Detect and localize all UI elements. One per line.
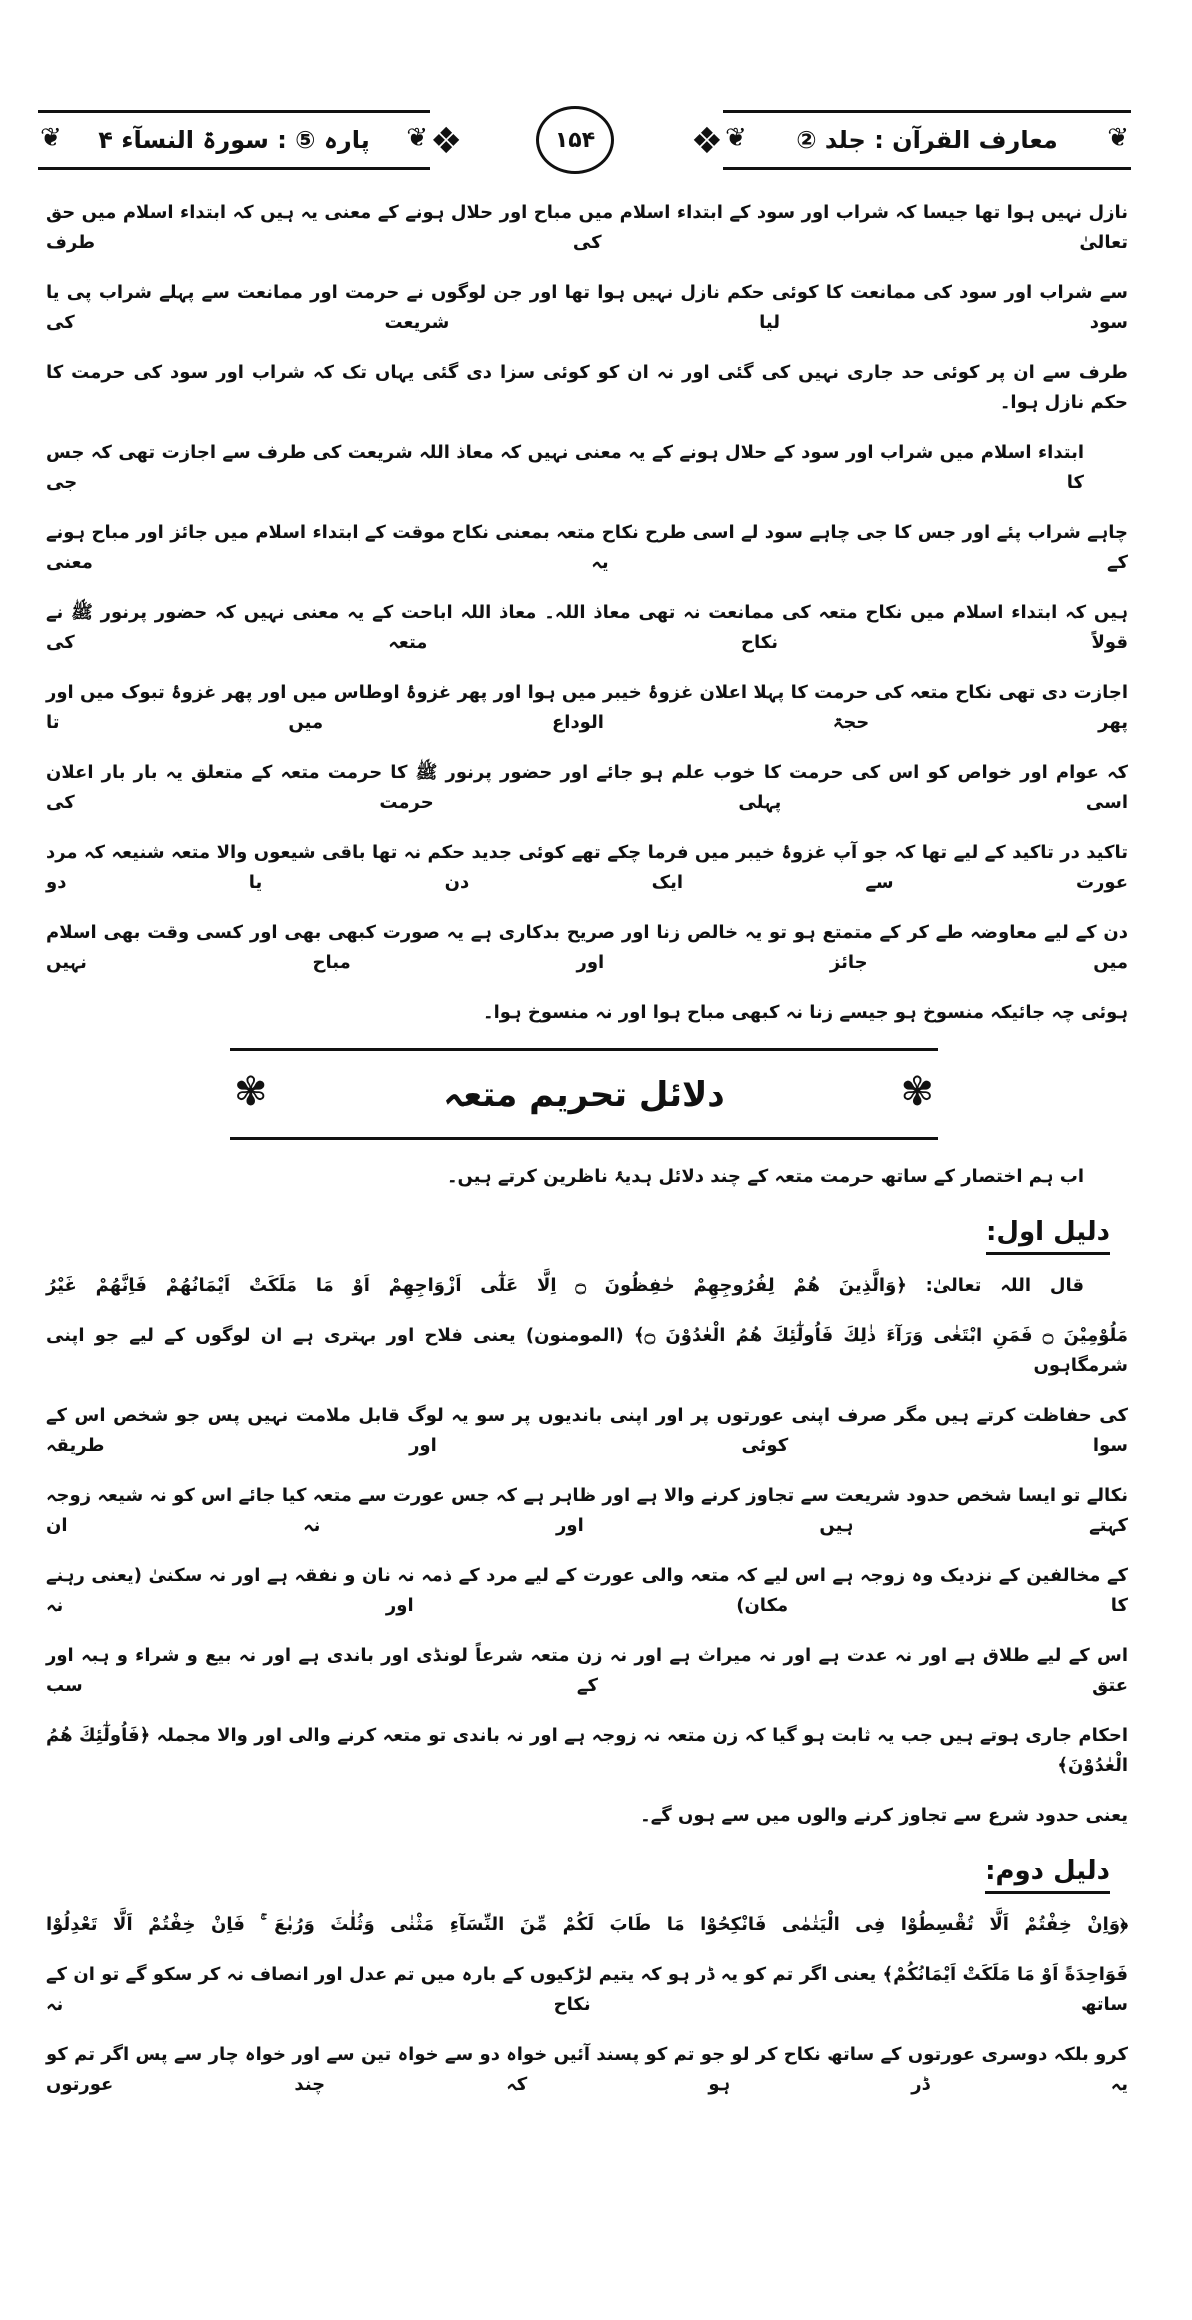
text-line: کہ عوام اور خواص کو اس کی حرمت کا خوب علم ہو جائے اور حضور پرنور ﷺ کا حرمت متعہ کے متعلق یہ بار بار اعلان اسی پہلی حرمت کی (46, 762, 1128, 813)
text-line: اجازت دی تھی نکاح متعہ کی حرمت کا پہلا اعلان غزوۂ خیبر میں ہوا اور پھر غزوۂ اوطاس میں اور پھر غزوۂ تبوک میں اور پھر حجۃ الوداع میں تا (46, 682, 1128, 733)
intro-line: اب ہم اختصار کے ساتھ حرمت متعہ کے چند دلائل ہدیۂ ناظرین کرتے ہیں۔ (446, 1166, 1084, 1187)
text-line: فَوَاحِدَةً اَوْ مَا مَلَكَتْ اَيْمَانُكُمْ﴾ یعنی اگر تم کو یہ ڈر ہو کہ یتیم لڑکیوں کے بارہ میں تم عدل اور انصاف نہ کر سکو گے تو ان کے ساتھ نکاح نہ (46, 1964, 1128, 2015)
proof-two-title: دلیل دوم: (985, 1851, 1110, 1894)
text-line: قال اللہ تعالیٰ: ﴿وَالَّذِينَ هُمْ لِفُرُوجِهِمْ حٰفِظُونَ ۝ اِلَّا عَلٰٓى اَزْوَاجِهِمْ اَوْ مَا مَلَكَتْ اَيْمَانُهُمْ فَاِنَّهُمْ غَيْرُ (46, 1275, 1084, 1296)
text-line: ﴿وَاِنْ خِفْتُمْ اَلَّا تُقْسِطُوْا فِى الْيَتٰمٰى فَانْكِحُوْا مَا طَابَ لَكُمْ مِّنَ النِّسَآءِ مَثْنٰى وَثُلٰثَ وَرُبٰعَ ۚ فَاِنْ خِفْتُمْ اَلَّا تَعْدِلُوْا (46, 1914, 1128, 1935)
text-line: کی حفاظت کرتے ہیں مگر صرف اپنی عورتوں پر اور اپنی باندیوں پر سو یہ لوگ قابل ملامت نہیں پس جو شخص اس کے سوا کوئی اور طریقہ (46, 1405, 1128, 1456)
text-line: دن کے لیے معاوضہ طے کر کے متمتع ہو تو یہ خالص زنا اور صریح بدکاری ہے یہ صورت کبھی بھی اور کسی وقت بھی اسلام میں جائز اور مباح نہیں (46, 922, 1128, 973)
text-line: کرو بلکہ دوسری عورتوں کے ساتھ نکاح کر لو جو تم کو پسند آئیں خواہ دو سے خواہ تین سے اور خواہ چار سے پس اگر تم کو یہ ڈر ہو کہ چند عورتوں (46, 2044, 1128, 2095)
para-surah-label: ❦ پارہ ⑤ : سورۃ النسآء ۴ ❦ (38, 110, 430, 170)
ornament-icon: ✾ (234, 1069, 268, 1115)
page-body (46, 198, 1128, 2100)
text-line: ابتداء اسلام میں شراب اور سود کے حلال ہونے کے یہ معنی نہیں کہ معاذ اللہ شریعت کی طرف سے اجازت تھی کہ جس کا جی (46, 442, 1084, 493)
section-heading-box (230, 1048, 938, 1140)
text-line: نکالے تو ایسا شخص حدود شریعت سے تجاوز کرنے والا ہے اور ظاہر ہے کہ جس عورت سے متعہ کیا جائے اس کو نہ شیعہ زوجہ کہتے ہیں اور نہ ان (46, 1485, 1128, 1536)
text-line: نازل نہیں ہوا تھا جیسا کہ شراب اور سود کے ابتداء اسلام میں مباح اور حلال ہونے کے معنی یہ ہیں کہ ابتداء اسلام میں حق تعالیٰ کی طرف (46, 202, 1128, 253)
ornament-icon: ❖ (430, 120, 463, 162)
book-volume-label: ❦ معارف القرآن : جلد ② ❦ (723, 110, 1131, 170)
text-line: تاکید در تاکید کے لیے تھا کہ جو آپ غزوۂ خیبر میں فرما چکے تھے کوئی جدید حکم نہ تھا باقی شیعوں والا متعہ شنیعہ کہ مرد عورت سے ایک دن یا دو (46, 842, 1128, 893)
text-line: چاہے شراب پئے اور جس کا جی چاہے سود لے اسی طرح نکاح متعہ بمعنی نکاح موقت کے ابتداء اسلام میں جائز اور مباح ہونے کے یہ معنی (46, 522, 1128, 573)
text-line: یعنی حدود شرع سے تجاوز کرنے والوں میں سے ہوں گے۔ (640, 1805, 1128, 1826)
proof-one-title: دلیل اول: (986, 1212, 1110, 1255)
text-line: احکام جاری ہوتے ہیں جب یہ ثابت ہو گیا کہ زن متعہ نہ زوجہ ہے اور نہ باندی تو متعہ کرنے والی اور والا مجملہ ﴿فَاُولٰٓئِكَ هُمُ الْعٰدُوْنَ﴾ (46, 1725, 1128, 1776)
ornament-icon: ✾ (900, 1069, 934, 1115)
text-line: طرف سے ان پر کوئی حد جاری نہیں کی گئی اور نہ ان کو کوئی سزا دی گئی یہاں تک کہ شراب اور سود کی حرمت کا حکم نازل ہوا۔ (46, 362, 1128, 413)
section-heading: دلائل تحریم متعہ (443, 1074, 725, 1115)
text-line: سے شراب اور سود کی ممانعت کا کوئی حکم نازل نہیں ہوا تھا اور جن لوگوں نے حرمت اور ممانعت سے پہلے شراب پی یا سود لیا شریعت کی (46, 282, 1128, 333)
text-line: کے مخالفین کے نزدیک وہ زوجہ ہے اس لیے کہ متعہ والی عورت کے لیے مرد کے ذمہ نہ نان و نفقہ ہے اور نہ سکنیٰ (یعنی رہنے کا مکان) اور نہ (46, 1565, 1128, 1616)
page-number: ۱۵۴ (536, 106, 614, 174)
text-line: ہیں کہ ابتداء اسلام میں نکاح متعہ کی ممانعت نہ تھی معاذ اللہ۔ معاذ اللہ اباحت کے یہ معنی نہیں کہ حضور پرنور ﷺ نے قولاً نکاح متعہ کی (46, 602, 1128, 653)
text-line: ہوئی چہ جائیکہ منسوخ ہو جیسے زنا نہ کبھی مباح ہوا اور نہ منسوخ ہوا۔ (483, 1002, 1128, 1023)
text-line: مَلُوْمِيْنَ ۝ فَمَنِ ابْتَغٰى وَرَآءَ ذٰلِكَ فَاُولٰٓئِكَ هُمُ الْعٰدُوْنَ ۝﴾ (المومنون) یعنی فلاح اور بہتری ہے ان لوگوں کے لیے جو اپنی شرمگاہوں (46, 1325, 1129, 1376)
ornament-icon: ❖ (690, 120, 723, 162)
running-header (38, 106, 1131, 174)
text-line: اس کے لیے طلاق ہے اور نہ عدت ہے اور نہ میراث ہے اور نہ زن متعہ شرعاً لونڈی اور باندی ہے اور نہ بیع و شراء و ہبہ اور عتق کے سب (46, 1645, 1128, 1696)
